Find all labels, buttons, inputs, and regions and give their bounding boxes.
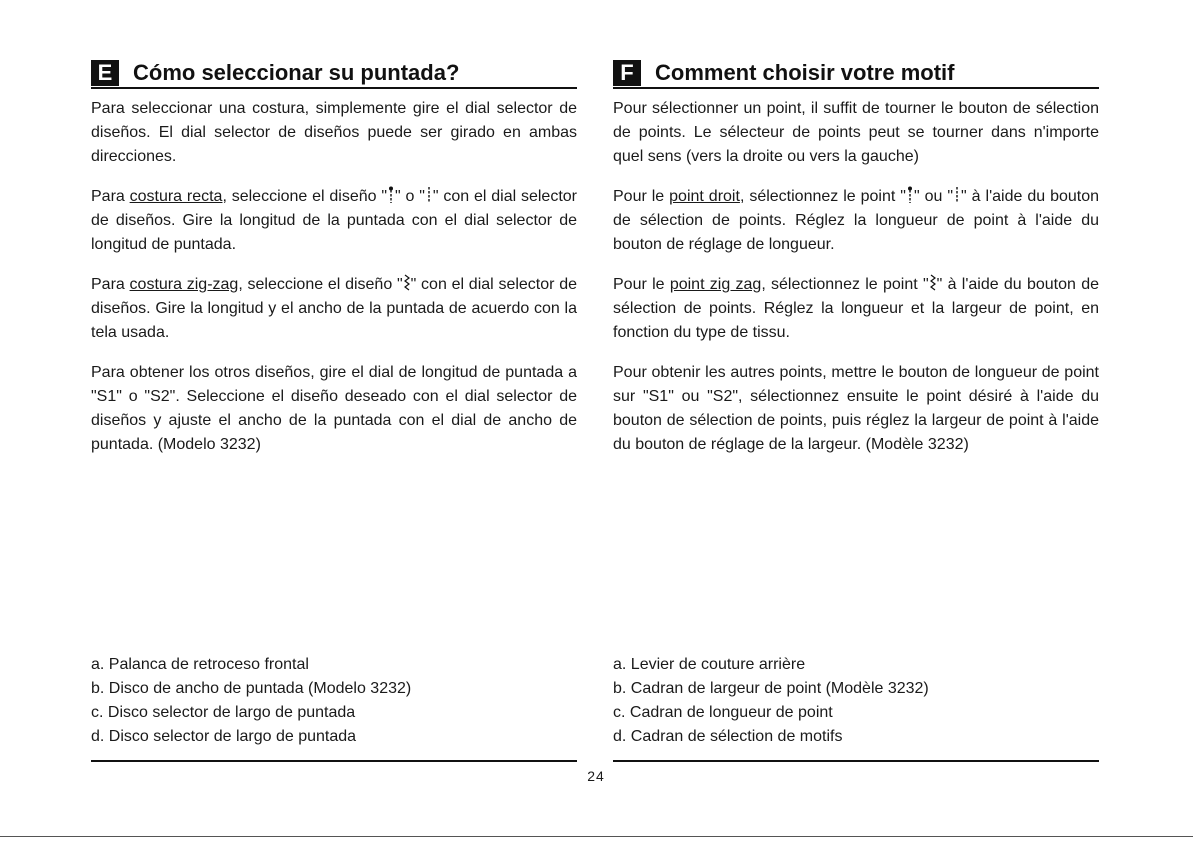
section-f-paragraph-3: Pour le point zig zag, sélectionnez le point " " à l'aide du bouton de sélection de points. Réglez la longueur et la largeur de point, en fonction du type de tissu. — [613, 276, 1099, 341]
section-e-heading — [91, 56, 577, 89]
section-e-paragraph-3: Para costura zig-zag, seleccione el diseño " " con el dial selector de diseños. Gire la longitud y el ancho de la puntada de acuerdo con la tela usada. — [91, 276, 578, 341]
footer-rule-right — [613, 760, 1099, 762]
zigzag-stitch-icon — [929, 274, 937, 292]
list-item: b. Cadran de largeur de point (Modèle 3232) — [613, 680, 929, 697]
section-f-paragraph-4: Pour obtenir les autres points, mettre le bouton de longueur de point sur "S1" ou "S2", sélectionnez ensuite le point désiré à l'aide du bouton de sélection de points, puis réglez la largeur de point à l'aide du bouton de réglage de la largeur. (Modèle 3232) — [613, 364, 1099, 453]
list-item: a. Levier de couture arrière — [613, 656, 806, 673]
section-e — [91, 56, 578, 453]
section-e-paragraph-4: Para obtener los otros diseños, gire el dial de longitud de puntada a "S1" o "S2". Seleccione el diseño deseado con el dial selector de diseños y ajuste el ancho de la puntada con el dial de ancho de puntada. (Modelo 3232) — [91, 364, 577, 453]
costura-zigzag-term: costura zig-zag — [129, 276, 239, 293]
list-item: c. Cadran de longueur de point — [613, 704, 833, 721]
list-item: d. Disco selector de largo de puntada — [91, 728, 357, 745]
page-bottom-line — [0, 836, 1193, 837]
list-item: d. Cadran de sélection de motifs — [613, 728, 843, 745]
section-f-paragraph-2: Pour le point droit, sélectionnez le point " " ou " " à l'aide du bouton de sélection de points. Réglez la longueur de point à l'aide du bouton de réglage de longueur. — [613, 188, 1100, 253]
list-item: c. Disco selector de largo de puntada — [91, 704, 356, 721]
parts-list-es — [91, 653, 577, 749]
parts-list-fr — [613, 653, 1099, 749]
section-f — [613, 56, 1100, 453]
section-f-title: Comment choisir votre motif — [655, 60, 955, 85]
point-droit-term: point droit — [669, 188, 740, 205]
straight-stitch-icon — [387, 186, 395, 204]
straight-stitch-icon — [906, 186, 914, 204]
zigzag-stitch-icon — [403, 274, 411, 292]
costura-recta-term: costura recta — [129, 188, 223, 205]
list-item: a. Palanca de retroceso frontal — [91, 656, 309, 673]
page-number: 24 — [587, 768, 605, 784]
point-zigzag-term: point zig zag — [669, 276, 762, 293]
section-e-badge: E — [91, 60, 119, 86]
section-e-paragraph-1: Para seleccionar una costura, simplemente gire el dial selector de diseños. El dial selector de diseños puede ser girado en ambas direcciones. — [91, 100, 577, 165]
straight-stitch-alt-icon — [425, 186, 433, 204]
straight-stitch-alt-icon — [953, 186, 961, 204]
footer-rule-left — [91, 760, 577, 762]
list-item: b. Disco de ancho de puntada (Modelo 3232) — [91, 680, 412, 697]
section-f-badge: F — [613, 60, 641, 86]
section-f-heading — [613, 56, 1099, 89]
section-e-title: Cómo seleccionar su puntada? — [133, 60, 460, 85]
section-f-paragraph-1: Pour sélectionner un point, il suffit de tourner le bouton de sélection de points. Le sélecteur de points peut se tourner dans n'importe quel sens (vers la droite ou vers la gauche) — [613, 100, 1099, 165]
section-e-paragraph-2: Para costura recta, seleccione el diseño " " o " " con el dial selector de diseños. Gire la longitud de la puntada con el dial selector de longitud de puntada. — [91, 188, 577, 253]
